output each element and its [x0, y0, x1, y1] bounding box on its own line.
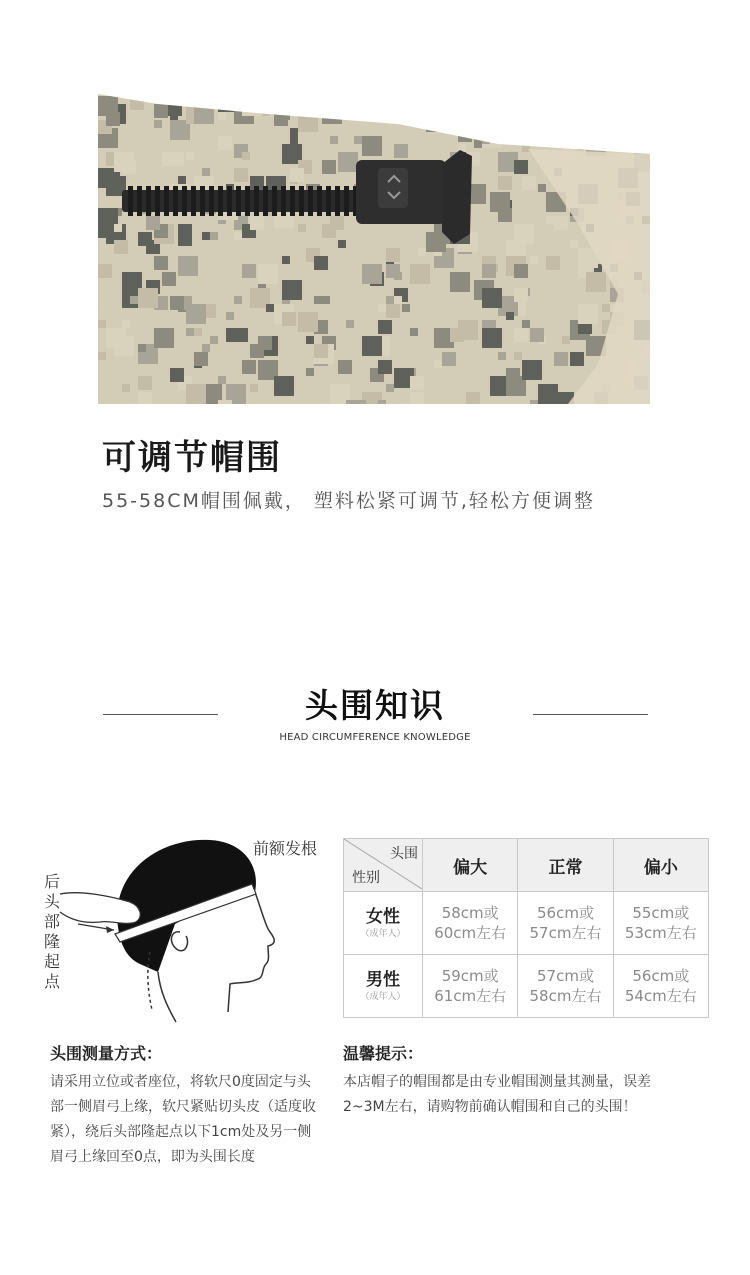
product-photo	[98, 64, 650, 404]
feature-description: 55-58CM帽围佩戴， 塑料松紧可调节,轻松方便调整	[102, 490, 595, 512]
table-row	[344, 955, 709, 1018]
table-cell: 56cm或 54cm左右	[613, 955, 708, 1018]
corner-head-label: 头围	[390, 846, 418, 862]
feature-title: 可调节帽围	[102, 438, 282, 478]
camo-cap-strap-image	[98, 64, 650, 404]
table-row	[344, 892, 709, 955]
corner-sex-label: 性别	[352, 870, 380, 886]
measure-title: 头围测量方式：	[50, 1044, 163, 1063]
back-head-point-label: 后头部隆起点	[44, 872, 61, 991]
head-measure-illustration	[40, 832, 340, 1027]
table-cell: 59cm或 61cm左右	[423, 955, 518, 1018]
section-subtitle: HEAD CIRCUMFERENCE KNOWLEDGE	[279, 732, 471, 743]
table-cell: 58cm或 60cm左右	[423, 892, 518, 955]
table-cell: 57cm或 58cm左右	[518, 955, 613, 1018]
row-sex-cell	[344, 955, 423, 1018]
divider-right	[533, 714, 648, 715]
table-cell: 55cm或 53cm左右	[613, 892, 708, 955]
sex-note: （成年人）	[360, 992, 406, 1002]
tips-text: 本店帽子的帽围都是由专业帽围测量其测量，误差2~3M左右，请购物前确认帽围和自己的头围！	[343, 1074, 651, 1115]
sex-label: 女性	[366, 907, 400, 927]
size-table	[343, 838, 709, 1018]
section-title: 头围知识	[305, 686, 445, 725]
column-header: 正常	[518, 839, 613, 892]
sex-label: 男性	[366, 970, 400, 990]
table-corner-cell	[344, 839, 423, 892]
measure-text: 请采用立位或者座位，将软尺0度固定与头部一侧眉弓上缘，软尺紧贴切头皮（适度收紧），绕后头部隆起点以下1cm处及另一侧眉弓上缘回至0点，即为头围长度	[50, 1074, 316, 1165]
row-sex-cell	[344, 892, 423, 955]
column-header: 偏小	[613, 839, 708, 892]
table-header-row	[344, 839, 709, 892]
table-cell: 56cm或 57cm左右	[518, 892, 613, 955]
tips-title: 温馨提示：	[343, 1044, 424, 1063]
sex-note: （成年人）	[360, 929, 406, 939]
column-header: 偏大	[423, 839, 518, 892]
front-hairline-label: 前额发根	[253, 839, 318, 858]
